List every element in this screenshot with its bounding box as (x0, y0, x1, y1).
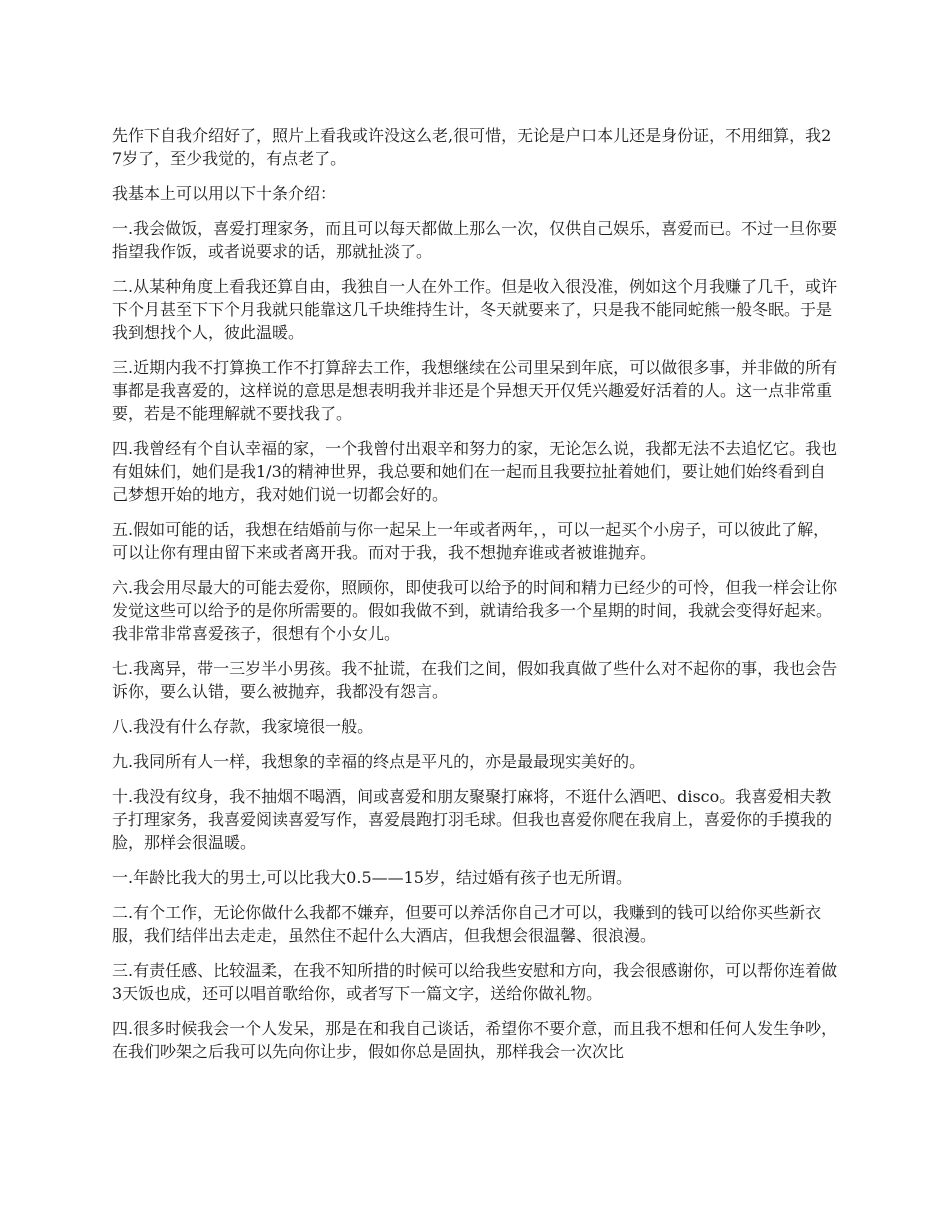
paragraph-self-8: 八.我没有什么存款，我家境很一般。 (112, 717, 374, 736)
paragraph-partner-2: 二.有个工作，无论你做什么我都不嫌弃，但要可以养活你自己才可以，我赚到的钱可以给你买些新衣服，我们结伴出去走走，虽然住不起什么大酒店，但我想会很温馨、很浪漫。 (112, 903, 822, 945)
paragraph-partner-4: 四.很多时候我会一个人发呆，那是在和我自己谈话，希望你不要介意，而且我不想和任何人发生争吵，在我们吵架之后我可以先向你让步，假如你总是固执，那样我会一次次比 (112, 1019, 838, 1061)
paragraph-self-7: 七.我离异，带一三岁半小男孩。我不扯谎，在我们之间，假如我真做了些什么对不起你的事，我也会告诉你，要么认错，要么被抛弃，我都没有怨言。 (112, 659, 838, 701)
paragraph-self-2: 二.从某种角度上看我还算自由，我独自一人在外工作。但是收入很没准，例如这个月我赚了几千，或许下个月甚至下下个月我就只能靠这几千块维持生计，冬天就要来了，只是我不能同蛇熊一般冬眠。于是我到想找个人，彼此温暖。 (112, 277, 838, 342)
paragraph-self-4: 四.我曾经有个自认幸福的家，一个我曾付出艰辛和努力的家，无论怎么说，我都无法不去追忆它。我也有姐妹们，她们是我1/3的精神世界，我总要和她们在一起而且我要拉扯着她们，要让她们始终看到自己梦想开始的地方，我对她们说一切都会好的。 (112, 439, 838, 504)
paragraph-self-1: 一.我会做饭，喜爱打理家务，而且可以每天都做上那么一次，仅供自己娱乐，喜爱而已。不过一旦你要指望我作饭，或者说要求的话，那就扯淡了。 (112, 219, 838, 261)
paragraph-partner-3: 三.有责任感、比较温柔，在我不知所措的时候可以给我些安慰和方向，我会很感谢你，可以帮你连着做3天饭也成，还可以唱首歌给你，或者写下一篇文字，送给你做礼物。 (112, 961, 838, 1003)
paragraph-self-6: 六.我会用尽最大的可能去爱你，照顾你，即使我可以给予的时间和精力已经少的可怜，但我一样会让你发觉这些可以给予的是你所需要的。假如我做不到，就请给我多一个星期的时间，我就会变得好起来。我非常非常喜爱孩子，很想有个小女儿。 (112, 578, 838, 643)
paragraph-self-10: 十.我没有纹身，我不抽烟不喝酒，间或喜爱和朋友聚聚打麻将，不逛什么酒吧、disco。我喜爱相夫教子打理家务，我喜爱阅读喜爱写作，喜爱晨跑打羽毛球。但我也喜爱你爬在我肩上，喜爱你的手摸我的脸，那样会很温暖。 (112, 787, 833, 852)
paragraph-partner-1: 一.年龄比我大的男士,可以比我大0.5——15岁，结过婚有孩子也无所谓。 (112, 868, 632, 887)
paragraph-intro: 先作下自我介绍好了，照片上看我或许没这么老,很可惜，无论是户口本儿还是身份证，不用细算，我27岁了，至少我觉的，有点老了。 (112, 126, 832, 168)
paragraph-self-9: 九.我同所有人一样，我想象的幸福的终点是平凡的，亦是最最现实美好的。 (112, 752, 646, 771)
document-body (112, 124, 840, 1075)
paragraph-self-5: 五.假如可能的话，我想在结婚前与你一起呆上一年或者两年，，可以一起买个小房子，可以彼此了解，可以让你有理由留下来或者离开我。而对于我，我不想抛弃谁或者被谁抛弃。 (112, 520, 830, 562)
paragraph-self-3: 三.近期内我不打算换工作不打算辞去工作，我想继续在公司里呆到年底，可以做很多事，并非做的所有事都是我喜爱的，这样说的意思是想表明我并非还是个异想天开仅凭兴趣爱好活着的人。这一点非常重要，若是不能理解就不要找我了。 (112, 358, 838, 423)
paragraph-ten-points-lead: 我基本上可以用以下十条介绍： (112, 184, 337, 203)
